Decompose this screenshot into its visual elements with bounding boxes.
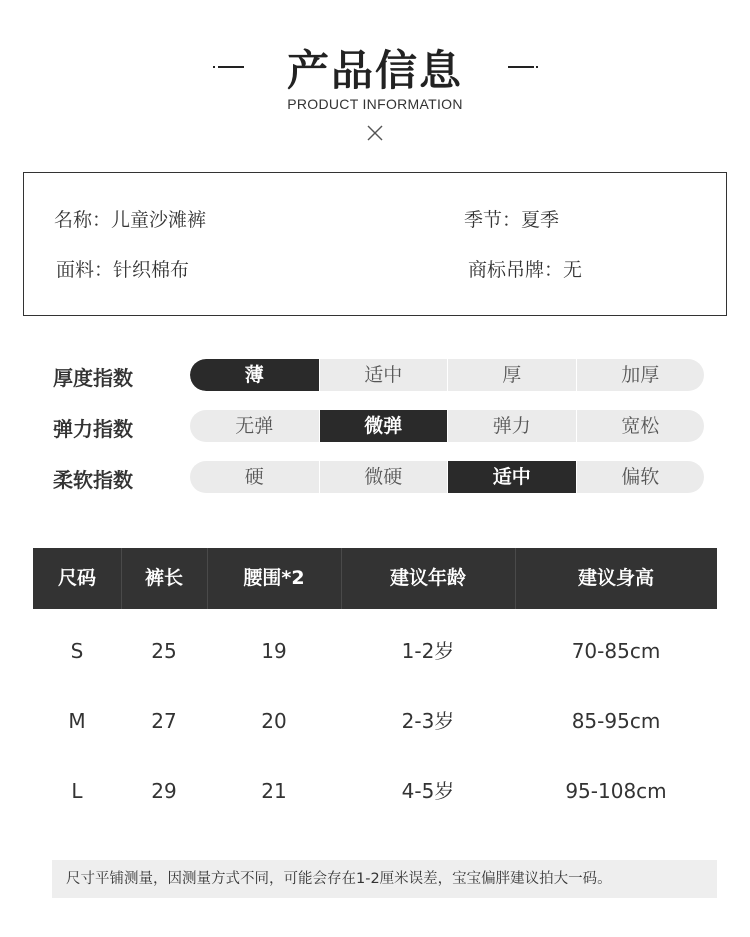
page-subtitle: PRODUCT INFORMATION xyxy=(287,96,463,112)
softness-option-slightly-hard: 微硬 xyxy=(319,461,448,493)
elasticity-index-scale xyxy=(190,410,704,442)
table-row xyxy=(33,686,717,756)
cell-size: M xyxy=(68,709,86,733)
cell-waist: 21 xyxy=(261,779,287,803)
product-info-header xyxy=(0,30,750,150)
info-box xyxy=(23,172,727,316)
cell-age: 2-3岁 xyxy=(401,709,455,733)
elasticity-index-row xyxy=(0,410,750,442)
cell-waist: 20 xyxy=(261,709,287,733)
title-dot-right xyxy=(536,66,538,68)
table-row xyxy=(33,616,717,686)
info-tag: 商标吊牌：无 xyxy=(468,259,583,281)
elasticity-option-none: 无弹 xyxy=(235,415,274,437)
softness-option-hard: 硬 xyxy=(244,466,264,488)
cell-waist: 19 xyxy=(261,639,287,663)
title-line-right xyxy=(508,66,534,68)
cell-height: 95-108cm xyxy=(565,779,667,803)
thickness-option-extra-thick: 加厚 xyxy=(576,359,705,391)
thickness-index-scale xyxy=(190,359,704,391)
header-waist: 腰围*2 xyxy=(243,567,305,589)
page-title: 产品信息 xyxy=(286,46,463,95)
info-season: 季节：夏季 xyxy=(464,209,560,231)
header-divider xyxy=(341,548,342,609)
measurement-note: 尺寸平铺测量，因测量方式不同，可能会存在1-2厘米误差，宝宝偏胖建议拍大一码。 xyxy=(52,860,717,898)
thickness-index-row xyxy=(0,359,750,391)
thickness-option-medium: 适中 xyxy=(319,359,448,391)
table-row xyxy=(33,756,717,826)
info-fabric: 面料：针织棉布 xyxy=(56,259,190,281)
header-divider xyxy=(121,548,122,609)
thickness-option-thin: 薄 xyxy=(190,359,319,391)
size-table xyxy=(33,548,717,826)
cell-age: 4-5岁 xyxy=(401,779,455,803)
elasticity-index-label: 弹力指数 xyxy=(53,417,133,441)
softness-option-medium: 适中 xyxy=(447,461,576,493)
elasticity-option-stretch: 弹力 xyxy=(447,410,576,442)
elasticity-option-loose: 宽松 xyxy=(576,410,705,442)
header-height: 建议身高 xyxy=(577,567,654,589)
header-length: 裤长 xyxy=(144,567,183,589)
info-name: 名称：儿童沙滩裤 xyxy=(54,209,207,231)
cell-age: 1-2岁 xyxy=(401,639,455,663)
header-size: 尺码 xyxy=(57,567,96,589)
softness-index-label: 柔软指数 xyxy=(53,468,133,492)
header-age: 建议年龄 xyxy=(389,567,466,589)
cell-length: 27 xyxy=(151,709,177,733)
elasticity-option-slight: 微弹 xyxy=(319,410,448,442)
cell-length: 25 xyxy=(151,639,177,663)
thickness-option-thick: 厚 xyxy=(447,359,576,391)
thickness-index-label: 厚度指数 xyxy=(53,366,133,390)
softness-index-scale xyxy=(190,461,704,493)
cell-height: 85-95cm xyxy=(571,709,661,733)
softness-index-row xyxy=(0,461,750,493)
cell-size: S xyxy=(70,639,84,663)
cell-size: L xyxy=(71,779,83,803)
size-table-header xyxy=(33,548,717,609)
cell-height: 70-85cm xyxy=(571,639,661,663)
cell-length: 29 xyxy=(151,779,177,803)
header-divider xyxy=(515,548,516,609)
softness-option-soft: 偏软 xyxy=(576,461,705,493)
header-divider xyxy=(207,548,208,609)
close-x-icon xyxy=(366,124,384,142)
